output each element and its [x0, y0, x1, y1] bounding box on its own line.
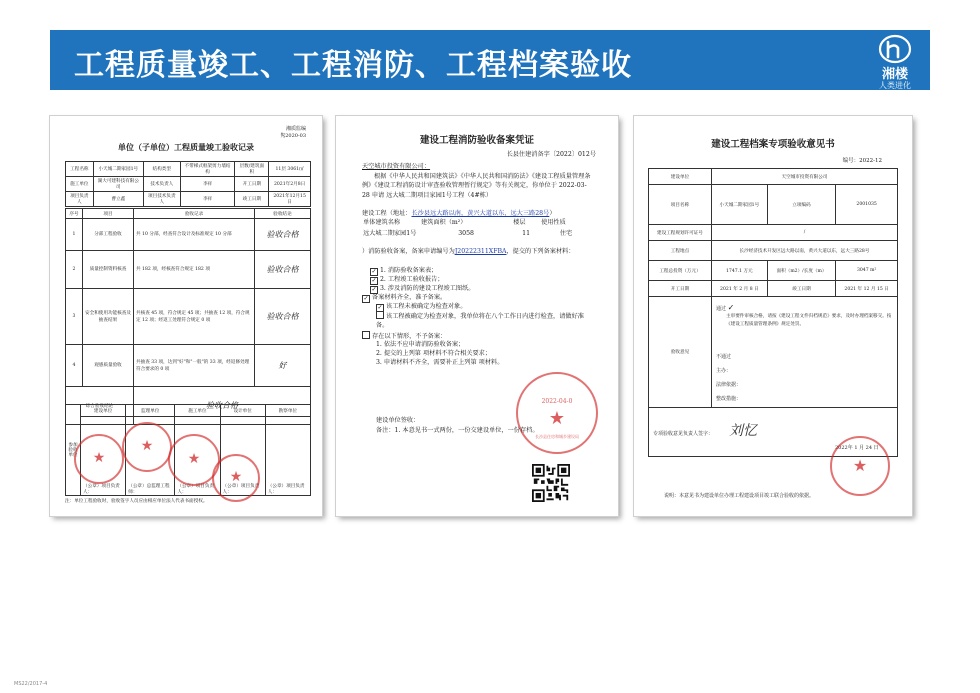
info-label: 施工单位: [66, 177, 94, 192]
doc3-footer-note: 说明：本意见书为建设单位办理工程建设项目竣工联合验收的依据。: [664, 493, 815, 499]
building-area: 3058: [458, 230, 474, 238]
application-number: J20222311XFBA: [454, 248, 507, 255]
col-header: 使用性质: [541, 219, 566, 226]
row-value: 2021 年 2 月 8 日: [712, 281, 768, 297]
item-conclusion: 验收合格: [255, 219, 311, 251]
party-role: （公章）项目负责人：: [220, 417, 265, 496]
party-label: 参加验收单位: [66, 405, 81, 496]
row-label: 工程地点: [649, 241, 712, 261]
info-label: 项目负责人: [66, 192, 94, 207]
item-name: 观感质量验收: [83, 345, 134, 387]
doc1-title: 单位（子单位）工程质量竣工验收记录: [118, 142, 254, 152]
option-accept: ✓ 备案材料齐全，准予备案。: [363, 294, 447, 302]
opinion-label: 验收意见: [649, 297, 712, 408]
item-record: 共 182 项，经核查符合规定 182 项: [134, 251, 255, 289]
row-value: /: [712, 225, 898, 241]
info-value: 李祥: [180, 192, 235, 207]
doc3-row: [649, 241, 898, 261]
row-label: 竣工日期: [767, 281, 836, 297]
material-2: ✓ 2. 工程竣工验收报告；: [371, 276, 444, 284]
party-name: 建设单位: [81, 405, 126, 417]
logo-mark-icon: [878, 34, 912, 64]
party-role: （公章）项目负责人：: [81, 417, 126, 496]
party-name: 设计单位: [220, 405, 265, 417]
pass-label: 通过: [716, 306, 727, 312]
item-no: 3: [66, 289, 83, 345]
option-reject: 存在以下情形，不予备案：: [362, 331, 446, 341]
info-label: 项目技术负责人: [143, 192, 180, 207]
fire-dept-seal: ★ 2022-04-0 长沙县住房和城乡建设局: [516, 372, 598, 454]
row-label: 项目名称: [649, 185, 712, 225]
material-1: ✓ 1. 消防验收备案表；: [371, 267, 438, 275]
party-role: （公章）项目负责人：: [265, 417, 310, 496]
pass-row: [716, 303, 734, 312]
pass-check-icon: ✓: [727, 303, 735, 312]
fire-acceptance-certificate[interactable]: [336, 116, 618, 516]
doc2-para2: [362, 247, 598, 256]
seal-text: 长沙县住房和城乡建设局: [535, 434, 579, 439]
doc1-note: 注：单位工程验收时，验收签字人员应由相应单位法人代表书面授权。: [65, 499, 208, 504]
doc2-para1: 根据《中华人民共和国建筑法》《中华人民共和国消防法》《建设工程质量管理条例》《建设工程消防设计审查验收管理暂行规定》等有关规定，你单位于 2022-03-28 申请 远大城二期项目家园1号工程（4#栋）: [362, 173, 591, 199]
para2-text: ，提交的下列备案材料：: [506, 248, 575, 255]
red-seal-stamp: ★: [74, 434, 124, 484]
item-record: 共 10 分部，经查符合设计及标准规定 10 分部: [134, 219, 255, 251]
reject-reason-1: 1. 依法不应申请消防验收备案；: [376, 341, 465, 348]
doc1-items-table: [65, 208, 311, 425]
option-not-inspected: ✓ 该工程未被确定为检查对象。: [377, 303, 467, 311]
col-no-header: 序号: [66, 209, 83, 219]
row-value: 小天城二期家园1号: [712, 185, 768, 225]
item-record: 共核查 45 项，符合规定 45 项；共抽查 12 项，符合规定 12 项；经返工处理符合规定 0 项: [134, 289, 255, 345]
logo-slogan-1: 人类进化: [879, 81, 911, 90]
red-seal-stamp: ★: [122, 422, 172, 472]
info-label: 开工日期: [235, 177, 269, 192]
corner-note-code: 隽2020-03: [280, 133, 306, 139]
info-value: 2021年12月15日: [269, 192, 311, 207]
red-seal-stamp: ★: [212, 454, 260, 502]
row-label: 面积（m2）/长度（m）: [767, 261, 836, 281]
project-address: 长沙县远大路以南，黄兴大道以东，远大三路28号: [411, 210, 550, 217]
item-name: 质量控制资料核查: [83, 251, 134, 289]
quality-acceptance-record[interactable]: [50, 116, 322, 516]
doc2-remark: 备注：1. 本意见书一式两份，一份交建设单位，一份存档。: [376, 427, 539, 434]
doc2-number: 长县住建消备字〔2022〕012号: [506, 151, 596, 158]
item-row: [66, 251, 311, 289]
row-value: 3047 m²: [836, 261, 898, 281]
doc3-number: 编号：2022-12: [842, 158, 882, 164]
info-value: 李祥: [180, 177, 235, 192]
seal-date: 2022-04-0: [541, 398, 573, 405]
material-3: ✓ 3. 涉及消防的建设工程竣工图纸。: [371, 285, 475, 293]
doc2-title: 建设工程消防验收备案凭证: [419, 135, 534, 146]
info-value: 曹立鑫: [93, 192, 143, 207]
doc2-recipient: 天空城市投资有限公司：: [362, 163, 431, 170]
item-row: [66, 345, 311, 387]
doc2-building-table: [362, 217, 592, 240]
info-label: 工程名称: [66, 162, 94, 177]
info-row: [66, 177, 311, 192]
red-seal-stamp: ★: [168, 434, 220, 486]
fail-field: 整改措施：: [716, 396, 742, 402]
doc3-row: [649, 169, 898, 185]
project-close: ）: [549, 210, 556, 217]
item-no: 4: [66, 345, 83, 387]
party-name: 监理单位: [126, 405, 175, 417]
item-conclusion: 好: [255, 345, 311, 387]
info-label: 技术负责人: [143, 177, 180, 192]
archive-acceptance-opinion[interactable]: [634, 116, 912, 516]
party-role: （公章）总监理工程师：: [126, 417, 175, 496]
party-name: 施工单位: [175, 405, 220, 417]
info-value: 2021年2月8日: [269, 177, 311, 192]
doc3-row: [649, 225, 898, 241]
row-label: 建设工程规划许可证号: [649, 225, 712, 241]
item-name: 分部工程验收: [83, 219, 134, 251]
qr-code-icon: [532, 464, 570, 502]
header-banner: [50, 30, 930, 100]
item-row: [66, 219, 311, 251]
signature: 刘忆: [729, 423, 757, 439]
doc3-title: 建设工程档案专项验收意见书: [711, 139, 835, 150]
col-header: 单体建筑名称: [363, 219, 401, 226]
col-header: 楼层: [513, 219, 526, 226]
row-value: 2001035: [836, 185, 898, 225]
pass-text: 主审要件审核合格，请按《建设工程文件归档规范》要求，及时办理档案移交。按《建设工程质量管理条例》规定处罚。: [726, 314, 892, 327]
row-value: 长沙经济技术开发区远大路以南，黄兴大道以东，远大三路28号: [712, 241, 898, 261]
building-floors: 11: [522, 230, 531, 238]
item-conclusion: 验收合格: [255, 289, 311, 345]
row-value: 1747.1 万元: [712, 261, 768, 281]
item-name: 安全和使用功能核查及抽查结果: [83, 289, 134, 345]
col-item-header: 项目: [83, 209, 134, 219]
overall-value: 验收合格: [134, 387, 311, 425]
building-name: 远大城二期家园1号: [363, 230, 417, 238]
col-record-header: 验收记录: [134, 209, 255, 219]
item-no: 2: [66, 251, 83, 289]
info-label: 竣工日期: [235, 192, 269, 207]
signer-label: 建设单位签收：: [376, 417, 420, 424]
doc1-info-table: [65, 161, 311, 207]
item-no: 1: [66, 219, 83, 251]
page-footer: MS22/2017-4: [14, 681, 48, 687]
info-value: 湖大可建科技有限公司: [93, 177, 143, 192]
row-label: 建设单位: [649, 169, 712, 185]
overall-label: 综合验收结论: [66, 387, 134, 425]
info-value: 11层 3061㎡: [269, 162, 311, 177]
doc3-row: [649, 185, 898, 225]
sign-label: 专项验收意见负责人签字：: [653, 431, 714, 437]
item-record: 共抽查 33 项，达到"好"和"一般"的 33 项，经返修处理符合要求的 0 项: [134, 345, 255, 387]
para2-text: ）消防验收备案，备案申请编号为: [362, 248, 455, 255]
row-label: 工程总投资（万元）: [649, 261, 712, 281]
col-conclusion-header: 验收结论: [255, 209, 311, 219]
building-use: 住宅: [559, 230, 573, 238]
corner-note: 湘质监编: [285, 126, 306, 132]
row-label: 立项编码: [767, 185, 836, 225]
project-label: 建设工程（地址：: [362, 210, 412, 217]
info-row: [66, 162, 311, 177]
option-inspected: 该工程被确定为检查对象，我单位将在八个工作日内进行检查，请做好准备。: [376, 313, 584, 330]
fail-field: 主办：: [716, 368, 732, 374]
row-label: 开工日期: [649, 281, 712, 297]
doc3-table: [648, 168, 898, 457]
info-value: 不带梯式框架剪力墙结构: [180, 162, 235, 177]
fail-label: 不通过: [716, 354, 732, 360]
party-role: （公章）项目负责人：: [175, 417, 220, 496]
doc3-row: [649, 281, 898, 297]
item-row: [66, 289, 311, 345]
info-label: 层数/建筑面积: [235, 162, 269, 177]
reject-reason-2: 2. 提交的上列第 项材料不符合相关要求；: [376, 350, 492, 357]
col-header: 建筑面积（m²）: [421, 219, 467, 226]
logo-name: 湘楼: [881, 67, 908, 82]
party-name: 勘察单位: [265, 405, 310, 417]
info-label: 结构类型: [143, 162, 180, 177]
reject-reason-3: 3. 申请材料不齐全，需要补正上列第 项材料。: [376, 359, 504, 366]
doc3-row: [649, 261, 898, 281]
archive-seal: ★: [830, 436, 890, 496]
logo-slogan-2: 生态回归: [879, 91, 911, 100]
fail-field: 法律依据：: [716, 382, 742, 388]
item-conclusion: 验收合格: [255, 251, 311, 289]
row-value: 2021 年 12 月 15 日: [836, 281, 898, 297]
page-title: 工程质量竣工、工程消防、工程档案验收: [74, 48, 632, 83]
info-row: [66, 192, 311, 207]
info-value: 小天城二期家园1号: [93, 162, 143, 177]
sign-date: 2022年 1 月 24 日: [835, 445, 879, 451]
row-value: 天空城市投资有限公司: [712, 169, 898, 185]
company-logo: [868, 34, 922, 100]
